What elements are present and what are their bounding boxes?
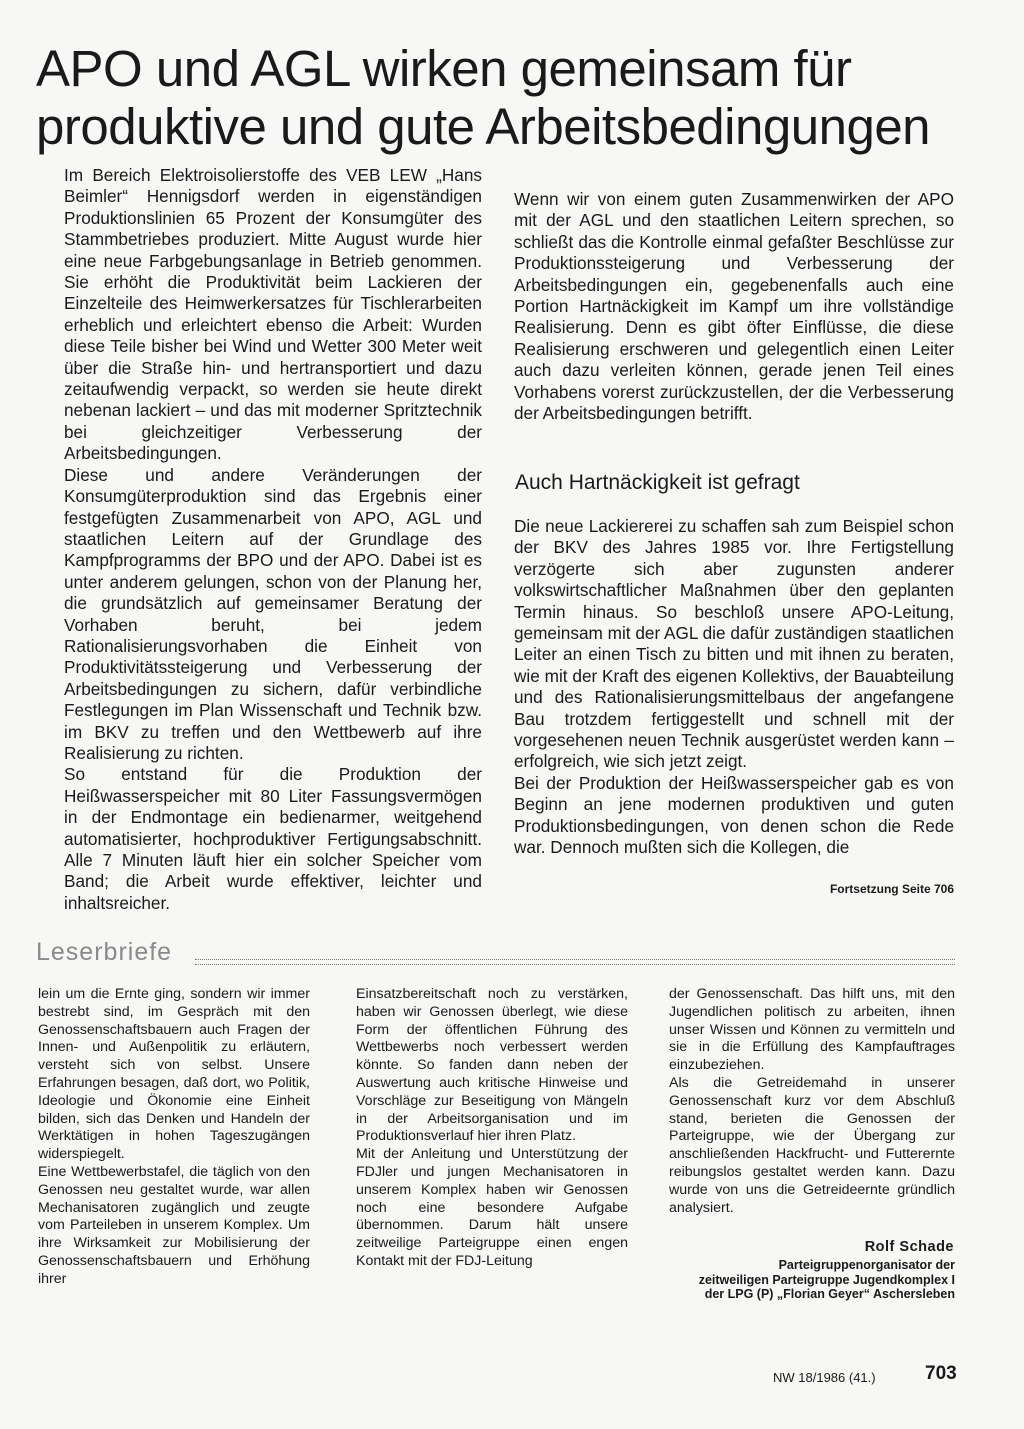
article-paragraph: Im Bereich Elektroisolierstoffe des VEB LEW „Hans Beimler“ Hennigsdorf werden in eigenständigen Produktionslinien 65 Prozent der Konsumgüter des Stammbetriebes produziert. Mitte August wurde hier eine neue Farbgebungsanlage in Betrieb genommen. Sie erhöht die Produktivität beim Lackieren der Einzelteile des Heimwerkersatzes für Tischlerarbeiten erheblich und erleichtert ebenso die Arbeit: Wurden diese Teile bisher bei Wind und Wetter 300 Meter weit über die Straße hin- und hertransportiert und dazu zeitaufwendig verpackt, so werden sie heute direkt nebenan lackiert – und das mit moderner Spritztechnik bei gleichzeitiger Verbesserung der Arbeitsbedingungen. [64,165,482,464]
leserbriefe-heading: Leserbriefe [36,938,173,966]
article-paragraph: Bei der Produktion der Heißwasserspeicher gab es von Beginn an jene modernen produktiven und guten Produktionsbedingungen, von denen schon die Rede war. Dennoch mußten sich die Kollegen, die [514,772,954,858]
article-paragraph: Wenn wir von einem guten Zusammenwirken der APO mit der AGL und den staatlichen Leitern sprechen, so schließt das die Kontrolle einmal gefaßter Beschlüsse zur Produktionssteigerung und Verbesserung der Arbeitsbedingungen ein, gegebenenfalls auch eine Portion Hartnäckigkeit im Kampf um ihre vollständige Realisierung. Denn es gibt öfter Einflüsse, die diese Realisierung erschweren und gelegentlich einen Leiter auch dazu verleiten können, gerade jenen Teil eines Vorhabens vorerst zurückzustellen, der die Verbesserung der Arbeitsbedingungen betrifft. [514,189,954,424]
signature-line: zeitweiligen Parteigruppe Jugendkomplex I [698,1272,955,1287]
article-paragraph: Die neue Lackiererei zu schaffen sah zum Beispiel schon der BKV des Jahres 1985 vor. Ihre Fertigstellung verzögerte sich aber zugunsten anderer volkswirtschaftlicher Maßnahmen über den geplanten Termin hinaus. So beschloß unsere APO-Leitung, gemeinsam mit der AGL die dafür zuständigen staatlichen Leiter an einen Tisch zu bitten und mit ihnen zu beraten, wie mit der Kraft des eigenen Kollektivs, der Bauabteilung und des Rationalisierungsmittelbaus der angefangene Bau trotzdem fertiggestellt und schnell mit der vorgesehenen neuen Technik ausgerüstet werden kann – erfolgreich, wie sich jetzt zeigt. [514,516,954,772]
continuation-note: Fortsetzung Seite 706 [829,882,954,896]
article-subheading: Auch Hartnäckigkeit ist gefragt [515,471,800,494]
headline-line-2: produktive und gute Arbeitsbedingungen [36,98,931,155]
signature-line: Parteigruppenorganisator der [778,1258,955,1272]
letter-paragraph: lein um die Ernte ging, sondern wir immer bestrebt sind, im Gespräch mit den Genossenschaftsbauern auch Fragen der Innen- und Außenpolitik zu erläutern, versteht sich von selbst. Unsere Erfahrungen besagen, daß dort, wo Politik, Ideologie und Ökonomie eine Einheit bilden, sich das Denken und Handeln der Werktätigen in hohen Tageszugängen widerspiegelt. [38,986,310,1163]
section-divider [195,959,955,965]
article-headline [36,40,936,156]
letter-paragraph: Mit der Anleitung und Unterstützung der FDJler und jungen Mechanisatoren in unserem Komplex haben wir Genossen noch eine besondere Aufgabe übernommen. Darum hält unsere zeitweilige Parteigruppe einen engen Kontakt mit der FDJ-Leitung [356,1146,628,1269]
article-column-left [64,165,482,914]
article-column-right-top [514,189,954,424]
article-paragraph: Diese und andere Veränderungen der Konsumgüterproduktion sind das Ergebnis einer festgefügten Zusammenarbeit von APO, AGL und staatlichen Leitern auf der Grundlage des Kampfprogramms der BPO und der APO. Dabei ist es unter anderem gelungen, schon von der Planung her, die grundsätzlich auf gemeinsamer Beratung der Vorhaben beruht, bei jedem Rationalisierungsvorhaben die Einheit von Produktivitätssteigerung und Verbesserung der Arbeitsbedingungen zu sichern, dafür verbindliche Festlegungen im Plan Wissenschaft und Technik bzw. im BKV zu treffen und den Wettbewerb auf ihre Realisierung zu richten. [64,464,482,763]
issue-number: NW 18/1986 (41.) [773,1370,876,1385]
article-paragraph: So entstand für die Produktion der Heißwasserspeicher mit 80 Liter Fassungsvermögen in der Endmontage ein bedienarmer, weitgehend automatisierter, hochproduktiver Fertigungsabschnitt. Alle 7 Minuten läuft hier ein solcher Speicher vom Band; die Arbeit wurde effektiver, leichter und inhaltsreicher. [64,764,482,913]
letter-paragraph: Eine Wettbewerbstafel, die täglich von den Genossen neu gestaltet wurde, war allen Mechanisatoren zugänglich und zeugte vom Parteileben in unserem Komplex. Um ihre Wirksamkeit zur Mobilisierung der Genossenschaftsbauern und Erhöhung ihrer [38,1163,310,1287]
signature-line: der LPG (P) „Florian Geyer“ Aschersleben [704,1287,955,1302]
headline-line-1: APO und AGL wirken gemeinsam für [36,40,852,97]
page-number: 703 [925,1363,957,1384]
letter-paragraph: Als die Getreidemahd in unserer Genossenschaft kurz vor dem Abschluß stand, berieten die Genossen der Parteigruppe, wie der Übergang zur anschließenden Hackfrucht- und Futterernte reibungslos gestaltet werden kann. Dazu wurde von uns die Getreideernte gründlich analysiert. [669,1074,955,1216]
letter-column-1 [38,986,310,1289]
letter-column-2 [356,986,628,1271]
letter-paragraph: der Genossenschaft. Das hilft uns, mit den Jugendlichen politisch zu arbeiten, ihnen unser Wissen und Können zu vermitteln und sie in die Erfüllung des Kampfauftrages einzubeziehen. [669,986,955,1074]
article-column-right-bottom [514,516,954,859]
letter-column-3 [669,986,955,1217]
letter-paragraph: Einsatzbereitschaft noch zu verstärken, haben wir Genossen überlegt, wie diese Form der öffentlichen Führung des Wettbewerbs noch verbessert werden könnte. So fanden dann neben der Auswertung auch kritische Hinweise und Vorschläge zur Beseitigung von Mängeln in der Arbeitsorganisation und im Produktionsverlauf hier ihren Platz. [356,986,628,1145]
signature-description [660,1258,955,1302]
signature-name: Rolf Schade [864,1239,954,1255]
